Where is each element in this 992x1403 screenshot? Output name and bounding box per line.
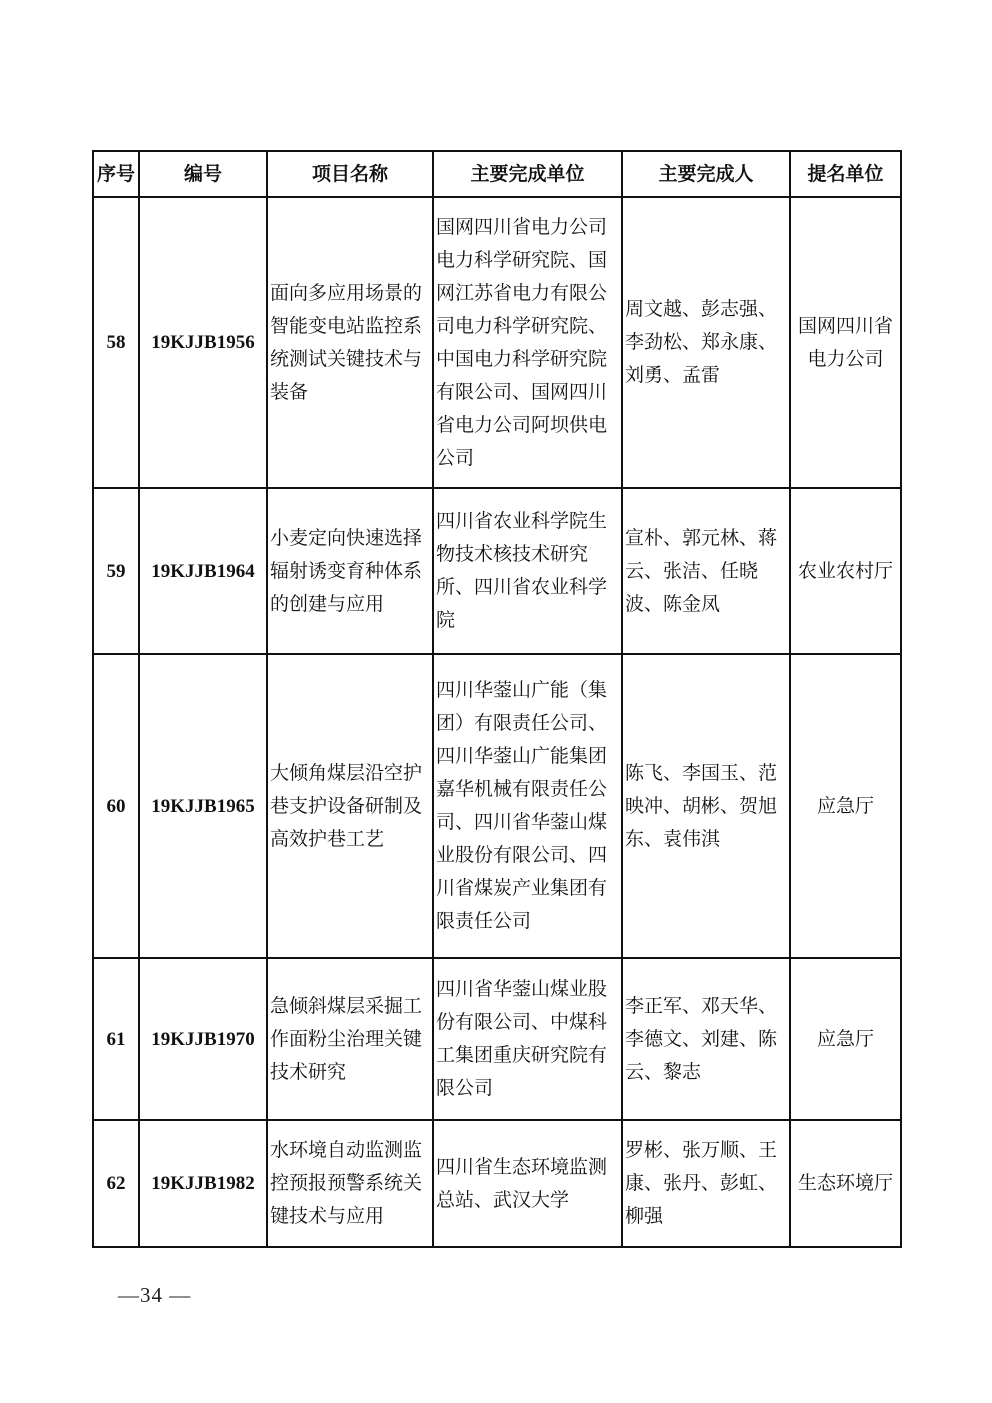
- row-completing-people: 李正军、邓天华、李德文、刘建、陈云、黎志: [622, 958, 790, 1120]
- row-completing-units: 四川省华蓥山煤业股份有限公司、中煤科工集团重庆研究院有限公司: [433, 958, 622, 1120]
- row-project-name: 大倾角煤层沿空护巷支护设备研制及高效护巷工艺: [267, 654, 433, 958]
- header-nominator: 提名单位: [790, 151, 901, 197]
- table-row: [93, 654, 901, 958]
- header-units: 主要完成单位: [433, 151, 622, 197]
- row-code: 19KJJB1956: [139, 197, 267, 488]
- row-nominator: 应急厅: [790, 958, 901, 1120]
- row-nominator: 应急厅: [790, 654, 901, 958]
- row-completing-units: 四川华蓥山广能（集团）有限责任公司、四川华蓥山广能集团嘉华机械有限责任公司、四川省华蓥山煤业股份有限公司、四川省煤炭产业集团有限责任公司: [433, 654, 622, 958]
- table-header-row: [93, 151, 901, 197]
- row-nominator: 国网四川省电力公司: [790, 197, 901, 488]
- table-row: [93, 488, 901, 654]
- row-index: 59: [93, 488, 139, 654]
- row-index: 61: [93, 958, 139, 1120]
- row-project-name: 水环境自动监测监控预报预警系统关键技术与应用: [267, 1120, 433, 1247]
- row-index: 62: [93, 1120, 139, 1247]
- row-completing-people: 宣朴、郭元林、蒋云、张洁、任晓波、陈金凤: [622, 488, 790, 654]
- row-completing-units: 国网四川省电力公司电力科学研究院、国网江苏省电力有限公司电力科学研究院、中国电力科学研究院有限公司、国网四川省电力公司阿坝供电公司: [433, 197, 622, 488]
- header-project: 项目名称: [267, 151, 433, 197]
- row-index: 58: [93, 197, 139, 488]
- row-completing-people: 陈飞、李国玉、范映冲、胡彬、贺旭东、袁伟淇: [622, 654, 790, 958]
- table-row: [93, 197, 901, 488]
- row-project-name: 急倾斜煤层采掘工作面粉尘治理关键技术研究: [267, 958, 433, 1120]
- row-project-name: 面向多应用场景的智能变电站监控系统测试关键技术与装备: [267, 197, 433, 488]
- table-row: [93, 1120, 901, 1247]
- row-nominator: 生态环境厅: [790, 1120, 901, 1247]
- row-code: 19KJJB1964: [139, 488, 267, 654]
- row-code: 19KJJB1982: [139, 1120, 267, 1247]
- row-index: 60: [93, 654, 139, 958]
- header-index: 序号: [93, 151, 139, 197]
- row-project-name: 小麦定向快速选择辐射诱变育种体系的创建与应用: [267, 488, 433, 654]
- row-completing-people: 周文越、彭志强、李劲松、郑永康、刘勇、孟雷: [622, 197, 790, 488]
- row-nominator: 农业农村厅: [790, 488, 901, 654]
- header-code: 编号: [139, 151, 267, 197]
- row-completing-units: 四川省生态环境监测总站、武汉大学: [433, 1120, 622, 1247]
- header-people: 主要完成人: [622, 151, 790, 197]
- page-number: —34 —: [118, 1283, 192, 1307]
- row-completing-units: 四川省农业科学院生物技术核技术研究所、四川省农业科学院: [433, 488, 622, 654]
- row-code: 19KJJB1965: [139, 654, 267, 958]
- row-code: 19KJJB1970: [139, 958, 267, 1120]
- row-completing-people: 罗彬、张万顺、王康、张丹、彭虹、柳强: [622, 1120, 790, 1247]
- awards-table: [92, 150, 902, 1248]
- table-row: [93, 958, 901, 1120]
